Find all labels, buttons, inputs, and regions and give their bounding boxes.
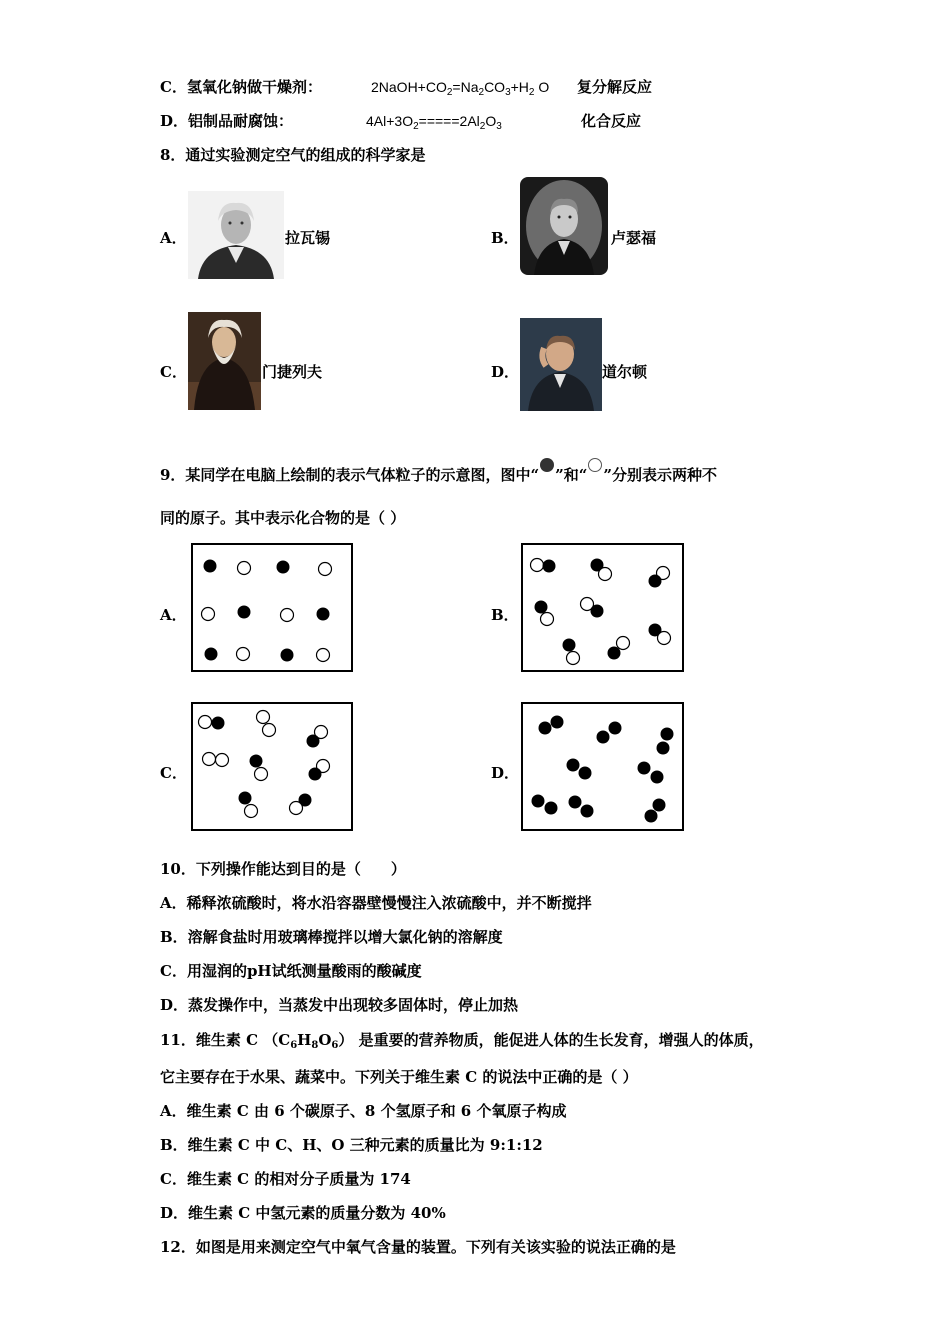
filled-atom (543, 560, 556, 573)
filled-atom (532, 795, 545, 808)
filled-atom (204, 560, 217, 573)
filled-atom (649, 575, 662, 588)
hollow-atom (658, 632, 671, 645)
filled-atom (317, 608, 330, 621)
hollow-atom (216, 754, 229, 767)
portrait-dalton (520, 318, 602, 411)
hollow-atom (257, 711, 270, 724)
filled-atom (579, 767, 592, 780)
q8-option-b-name: 卢瑟福 (611, 229, 657, 247)
q10-option-a: A．稀释浓硫酸时，将水沿容器壁慢慢注入浓硫酸中，并不断搅拌 (160, 894, 592, 912)
q9-question-line1: 9．某同学在电脑上绘制的表示气体粒子的示意图，图中“ ”和“ ”分别表示两种不 (160, 458, 717, 485)
q10-option-d: D．蒸发操作中，当蒸发中出现较多固体时，停止加热 (160, 996, 519, 1014)
filled-atom (563, 639, 576, 652)
filled-atom (545, 802, 558, 815)
filled-atom (250, 755, 263, 768)
q10-question: 10．下列操作能达到目的是（ ） (160, 860, 406, 878)
q7-d-reaction-type: 化合反应 (581, 112, 642, 130)
filled-atom (608, 647, 621, 660)
portrait-lavoisier (188, 191, 284, 279)
q8-option-a-name: 拉瓦锡 (285, 229, 331, 247)
hollow-atom (238, 562, 251, 575)
hollow-atom (263, 724, 276, 737)
filled-atom (239, 792, 252, 805)
portrait-rutherford (520, 177, 608, 275)
q9-option-d-label: D． (491, 764, 520, 782)
q11-option-a: A．维生素 C 由 6 个碳原子、8 个氢原子和 6 个氧原子构成 (160, 1102, 567, 1120)
filled-atom (307, 735, 320, 748)
filled-atom (567, 759, 580, 772)
q8-option-b-label: B． (491, 229, 519, 247)
particle-diagram-b (523, 545, 682, 670)
q10-option-b: B．溶解食盐时用玻璃棒搅拌以增大氯化钠的溶解度 (160, 928, 503, 946)
filled-atom (277, 561, 290, 574)
hollow-atom (202, 608, 215, 621)
q9-option-c-diagram (191, 702, 353, 831)
hollow-atom (237, 648, 250, 661)
hollow-atom (617, 637, 630, 650)
filled-atom (591, 605, 604, 618)
q9-question-line2: 同的原子。其中表示化合物的是（ ） (160, 509, 406, 527)
filled-atom (638, 762, 651, 775)
q9-option-d-diagram (521, 702, 684, 831)
hollow-atom (281, 609, 294, 622)
q9-option-a-diagram (191, 543, 353, 672)
hollow-atom (203, 753, 216, 766)
q11-question-line2: 它主要存在于水果、蔬菜中。下列关于维生素 C 的说法中正确的是（ ） (160, 1068, 638, 1086)
filled-atom (238, 606, 251, 619)
q8-question: 8．通过实验测定空气的组成的科学家是 (160, 146, 426, 164)
filled-atom (551, 716, 564, 729)
q8-option-d-label: D． (491, 363, 520, 381)
filled-atom (581, 805, 594, 818)
q9-option-b-label: B． (491, 606, 519, 624)
q11-option-d: D．维生素 C 中氢元素的质量分数为 40% (160, 1204, 446, 1222)
hollow-atom (541, 613, 554, 626)
hollow-atom (245, 805, 258, 818)
hollow-atom (531, 559, 544, 572)
q12-question: 12．如图是用来测定空气中氧气含量的装置。下列有关该实验的说法正确的是 (160, 1238, 676, 1256)
filled-atom (205, 648, 218, 661)
q9-option-a-label: A． (160, 606, 187, 624)
hollow-atom (290, 802, 303, 815)
portrait-mendeleev (188, 312, 261, 410)
hollow-atom (199, 716, 212, 729)
filled-atom (212, 717, 225, 730)
q9-option-c-label: C． (160, 764, 187, 782)
hollow-atom (567, 652, 580, 665)
q8-option-a-label: A． (160, 229, 187, 247)
filled-atom (645, 810, 658, 823)
filled-atom (661, 728, 674, 741)
filled-atom (281, 649, 294, 662)
filled-atom (653, 799, 666, 812)
filled-atom (535, 601, 548, 614)
filled-atom (609, 722, 622, 735)
particle-diagram-c (193, 704, 351, 829)
q11-option-b: B．维生素 C 中 C、H、O 三种元素的质量比为 9:1:12 (160, 1136, 543, 1154)
hollow-atom-legend-icon (588, 458, 602, 472)
q11-question-line1: 11．维生素 C $(C_6H_8O_6)$ 是重要的营养物质，能促进人体的生长发育，增强人的体质， (160, 1031, 764, 1051)
q7-option-d: D．铝制品耐腐蚀： (160, 112, 294, 130)
filled-atom-legend-icon (540, 458, 554, 472)
q9-option-b-diagram (521, 543, 684, 672)
hollow-atom (255, 768, 268, 781)
filled-atom (651, 771, 664, 784)
q7-c-equation: $2NaOH+CO_2=Na_2CO_3+H_2$ O (371, 79, 550, 98)
filled-atom (309, 768, 322, 781)
hollow-atom (319, 563, 332, 576)
q11-option-c: C．维生素 C 的相对分子质量为 174 (160, 1170, 411, 1188)
q7-c-reaction-type: 复分解反应 (577, 78, 653, 96)
particle-diagram-d (523, 704, 682, 829)
filled-atom (597, 731, 610, 744)
filled-atom (539, 722, 552, 735)
q8-option-c-label: C． (160, 363, 187, 381)
q8-option-d-name: 道尔顿 (602, 363, 648, 381)
filled-atom (657, 742, 670, 755)
q7-d-equation: $4Al+3O_2=====2Al_2O_3$ (366, 113, 502, 132)
hollow-atom (599, 568, 612, 581)
filled-atom (569, 796, 582, 809)
q8-option-c-name: 门捷列夫 (262, 363, 323, 381)
q10-option-c: C．用湿润的pH试纸测量酸雨的酸碱度 (160, 962, 422, 980)
q7-option-c: C．氢氧化钠做干燥剂： (160, 78, 322, 96)
hollow-atom (317, 649, 330, 662)
particle-diagram-a (193, 545, 351, 670)
